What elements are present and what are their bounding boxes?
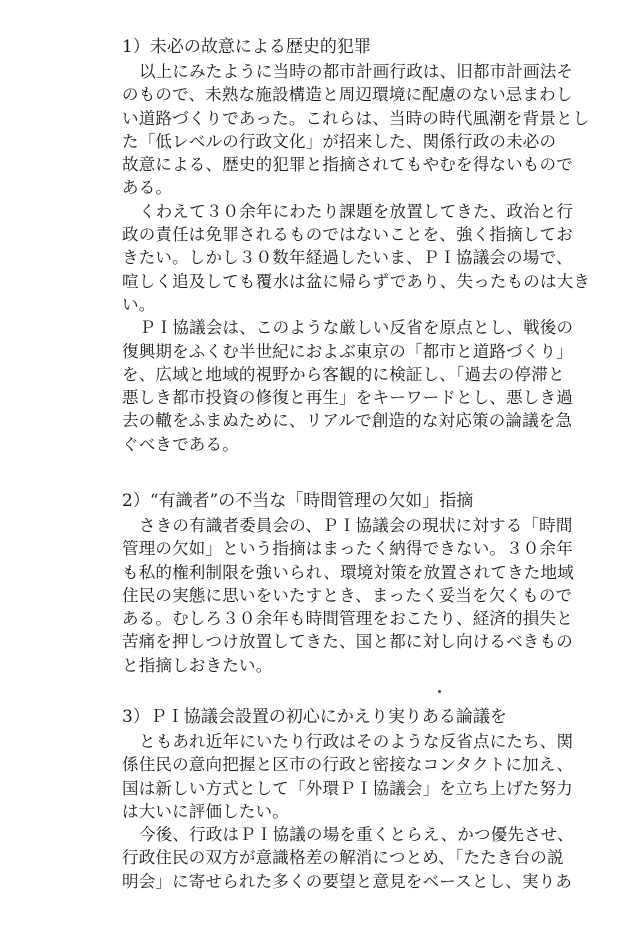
section-3-body: [122, 730, 612, 893]
paragraph-line: と指摘しおきたい。: [122, 655, 273, 675]
section-2-body: [122, 514, 612, 677]
paragraph-line: も私的権利制限を強いられ、環境対策を放置されてきた地域: [122, 562, 574, 582]
paragraph-line: くわえて３０余年にわたり課題を放置してきた、政治と行: [139, 201, 574, 221]
paragraph-line: 行政住民の双方が意識格差の解消につとめ、「たたき台の説: [122, 848, 564, 868]
section-1: [122, 36, 612, 456]
section-1-heading: 1）未必の故意による歴史的犯罪: [122, 37, 371, 57]
paragraph-line: ある。: [122, 178, 173, 198]
scan-speck: [438, 690, 441, 693]
paragraph-line: 管理の欠如」という指摘はまったく納得できない。３０余年: [122, 539, 573, 559]
paragraph-line: のもので、未熟な施設構造と周辺環境に配慮のない忌まわし: [122, 85, 573, 105]
paragraph-line: 悪しき都市投資の修復と再生」をキーワードとし、悪しき過: [122, 388, 573, 408]
paragraph-line: 今後、行政はＰＩ協議の場を重くとらえ、かつ優先させ、: [139, 825, 574, 845]
paragraph-line: きたい。しかし３０数年経過したいま、ＰＩ協議会の場で、: [122, 248, 573, 268]
paragraph-line: 住民の実態に思いをいたすとき、まったく妥当を欠くもので: [122, 585, 573, 605]
paragraph-line: は大いに評価したい。: [122, 801, 289, 821]
paragraph-line: ぐべきである。: [122, 434, 239, 454]
paragraph-line: ともあれ近年にいたり行政はそのような反省点にたち、関: [139, 732, 574, 751]
section-3-heading: 3）ＰＩ協議会設置の初心にかえり実りある論議を: [122, 707, 507, 727]
paragraph-line: 苦痛を押しつけ放置してきた、国と都に対し向けるべきもの: [122, 632, 573, 652]
paragraph-line: 以上にみたように当時の都市計画行政は、旧都市計画法そ: [139, 62, 574, 81]
paragraph-line: ある。むしろ３０余年も時間管理をおこたり、経済的損失と: [122, 609, 573, 629]
section-2-heading: 2）“有識者”の不当な「時間管理の欠如」指摘: [122, 491, 474, 511]
paragraph-line: 国は新しい方式として「外環ＰＩ協議会」を立ち上げた努力: [122, 778, 573, 798]
paragraph-line: い。: [122, 294, 156, 314]
section-2: [122, 490, 612, 677]
paragraph-line: 喧しく追及しても覆水は盆に帰らずであり、失ったものは大き: [122, 271, 591, 291]
paragraph-line: 係住民の意向把握と区市の行政と密接なコンタクトに加え、: [122, 755, 574, 775]
paragraph-line: を、広域と地域的視野から客観的に検証し、「過去の停滞と: [122, 364, 565, 384]
paragraph-line: た「低レベルの行政文化」が招来した、関係行政の未必の: [122, 131, 557, 151]
paragraph-line: さきの有識者委員会の、ＰＩ協議会の現状に対する「時間: [139, 516, 573, 535]
section-1-body: [122, 60, 612, 456]
paragraph-line: い道路づくりであった。これらは、当時の時代風潮を背景とし: [122, 108, 590, 128]
paragraph-line: 復興期をふくむ半世紀におよぶ東京の「都市と道路づくり」: [122, 341, 573, 361]
paragraph-line: ＰＩ協議会は、このような厳しい反省を原点とし、戦後の: [139, 318, 574, 338]
paragraph-line: 政の責任は免罪されるものではないことを、強く指摘してお: [122, 225, 573, 245]
paragraph-line: 去の轍をふまぬために、リアルで創造的な対応策の論議を急: [122, 411, 573, 431]
paragraph-line: 明会」に寄せられた多くの要望と意見をベースとし、実りあ: [122, 871, 573, 891]
paragraph-line: 故意による、歴史的犯罪と指摘されてもやむを得ないもので: [122, 155, 573, 175]
section-3: [122, 706, 612, 893]
